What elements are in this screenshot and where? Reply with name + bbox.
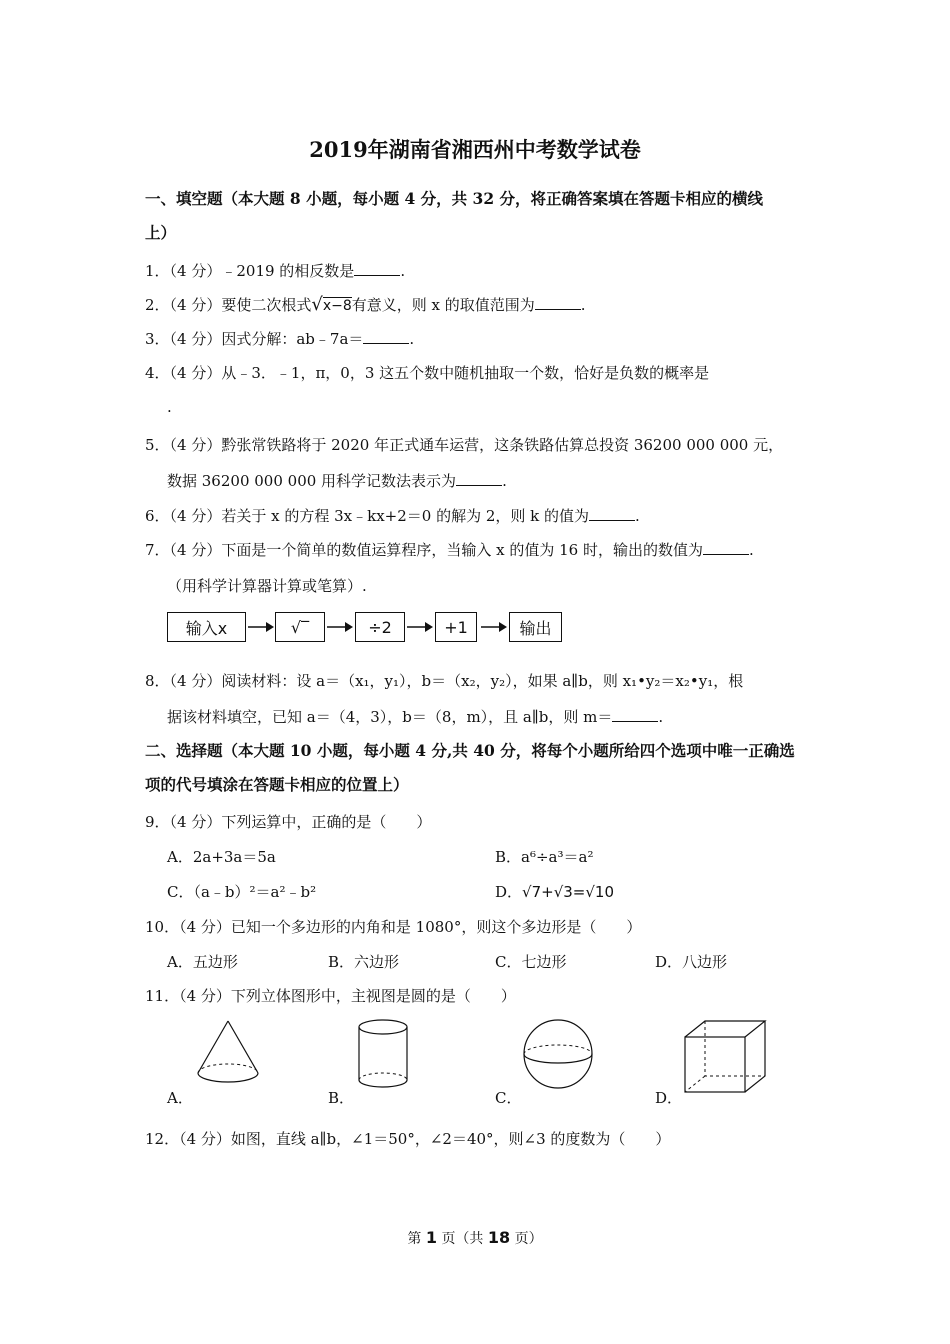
question-3-text: 3．（4 分）因式分解：ab﹣7a＝ bbox=[145, 330, 364, 348]
section-2-heading-line1: 二、选择题（本大题 10 小题，每小题 4 分,共 40 分，将每个小题所给四个选项中唯一正确选 bbox=[145, 741, 795, 760]
q10-option-c: C．七边形 bbox=[495, 953, 567, 971]
answer-blank bbox=[456, 471, 502, 486]
footer-page-number: 1 bbox=[425, 1228, 437, 1247]
question-2: 2．（4 分）要使二次根式√x−8有意义，则 x 的取值范围为 . bbox=[145, 294, 586, 315]
q9-option-a: A．2a+3a＝5a bbox=[167, 848, 276, 866]
question-7-text: 7．（4 分）下面是一个简单的数值运算程序，当输入 x 的值为 16 时，输出的数值为 bbox=[145, 541, 703, 559]
question-2-text-b: 有意义，则 x 的取值范围为 bbox=[351, 296, 535, 314]
flow-sqrt-box: √‾ bbox=[275, 612, 325, 642]
footer-post: 页） bbox=[514, 1231, 543, 1247]
question-6-text: 6．（4 分）若关于 x 的方程 3x﹣kx+2＝0 的解为 2，则 k 的值为 bbox=[145, 507, 590, 525]
question-4-line2: . bbox=[167, 398, 172, 416]
q9-option-d bbox=[495, 881, 614, 902]
footer-total-pages: 18 bbox=[487, 1228, 511, 1247]
cylinder-figure bbox=[353, 1018, 413, 1090]
question-2-text-a: 2．（4 分）要使二次根式 bbox=[145, 296, 312, 314]
question-10: 10．（4 分）已知一个多边形的内角和是 1080°，则这个多边形是（ ） bbox=[145, 918, 642, 936]
cube-figure bbox=[680, 1018, 770, 1096]
cone-figure bbox=[192, 1018, 264, 1088]
sphere-figure bbox=[518, 1018, 598, 1090]
question-7-line2: （用科学计算器计算或笔算）. bbox=[167, 577, 367, 595]
footer-mid: 页（共 bbox=[441, 1231, 484, 1247]
flow-output-box: 输出 bbox=[509, 612, 562, 642]
q11-option-c: C． bbox=[495, 1089, 522, 1107]
question-9: 9．（4 分）下列运算中，正确的是（ ） bbox=[145, 813, 432, 831]
question-12: 12．（4 分）如图，直线 a∥b，∠1＝50°，∠2＝40°，则∠3 的度数为（ ） bbox=[145, 1130, 671, 1148]
section-1-heading-line2: 上） bbox=[145, 223, 177, 242]
q10-option-a: A．五边形 bbox=[167, 953, 238, 971]
question-2-radicand: x−8 bbox=[322, 298, 352, 314]
question-1: 1．（4 分）﹣2019 的相反数是 . bbox=[145, 262, 406, 280]
arrow-right-icon bbox=[407, 620, 433, 634]
section-1-heading-line1: 一、填空题（本大题 8 小题，每小题 4 分，共 32 分，将正确答案填在答题卡相应的横线 bbox=[145, 189, 764, 208]
question-5-line2: 数据 36200 000 000 用科学记数法表示为 . bbox=[167, 472, 507, 490]
answer-blank bbox=[354, 261, 400, 276]
section-2-heading bbox=[145, 734, 815, 802]
flow-input-box: 输入x bbox=[167, 612, 246, 642]
q11-option-d: D． bbox=[655, 1089, 683, 1107]
question-1-text: 1．（4 分）﹣2019 的相反数是 bbox=[145, 262, 355, 280]
answer-blank bbox=[612, 707, 658, 722]
arrow-right-icon bbox=[248, 620, 274, 634]
question-6: 6．（4 分）若关于 x 的方程 3x﹣kx+2＝0 的解为 2，则 k 的值为 . bbox=[145, 507, 640, 525]
flow-divide-box: ÷2 bbox=[355, 612, 405, 642]
section-1-heading bbox=[145, 182, 815, 250]
question-3: 3．（4 分）因式分解：ab﹣7a＝ . bbox=[145, 330, 415, 348]
q9-option-b: B．a⁶÷a³＝a² bbox=[495, 848, 594, 866]
flow-plus-box: +1 bbox=[435, 612, 477, 642]
question-8-text: 据该材料填空，已知 a＝（4，3），b＝（8，m），且 a∥b，则 m＝ bbox=[167, 708, 613, 726]
arrow-right-icon bbox=[481, 620, 507, 634]
answer-blank bbox=[703, 540, 749, 555]
question-7-line1: 7．（4 分）下面是一个简单的数值运算程序，当输入 x 的值为 16 时，输出的数值为 . bbox=[145, 541, 754, 559]
answer-blank bbox=[589, 506, 635, 521]
q9-option-d-expr: √7+√3=√10 bbox=[522, 883, 615, 901]
page-footer bbox=[0, 1228, 950, 1248]
q10-option-b: B．六边形 bbox=[328, 953, 400, 971]
arrow-right-icon bbox=[327, 620, 353, 634]
question-5-line1: 5．（4 分）黔张常铁路将于 2020 年正式通车运营，这条铁路估算总投资 36200 000 000 元， bbox=[145, 436, 784, 454]
q11-option-a: A． bbox=[167, 1089, 193, 1107]
question-8-line2: 据该材料填空，已知 a＝（4，3），b＝（8，m），且 a∥b，则 m＝ . bbox=[167, 708, 664, 726]
sqrt-symbol-icon: √ bbox=[311, 294, 323, 315]
answer-blank bbox=[535, 295, 581, 310]
q11-option-b: B． bbox=[328, 1089, 355, 1107]
question-11: 11．（4 分）下列立体图形中，主视图是圆的是（ ） bbox=[145, 987, 516, 1005]
section-2-heading-line2: 项的代号填涂在答题卡相应的位置上） bbox=[145, 775, 409, 794]
question-4-line1: 4．（4 分）从﹣3．﹣1，π，0，3 这五个数中随机抽取一个数，恰好是负数的概率是 bbox=[145, 364, 710, 382]
q9-option-d-label: D． bbox=[495, 883, 523, 901]
footer-pre: 第 bbox=[407, 1231, 422, 1247]
question-8-line1: 8．（4 分）阅读材料：设 a＝（x₁，y₁），b＝（x₂，y₂），如果 a∥b，则 x₁•y₂＝x₂•y₁，根 bbox=[145, 672, 744, 690]
q10-option-d: D．八边形 bbox=[655, 953, 728, 971]
question-5-text: 数据 36200 000 000 用科学记数法表示为 bbox=[167, 472, 457, 490]
q9-option-c: C．（a﹣b）²＝a²﹣b² bbox=[167, 883, 317, 901]
answer-blank bbox=[363, 329, 409, 344]
page-title: 2019年湖南省湘西州中考数学试卷 bbox=[309, 137, 641, 162]
